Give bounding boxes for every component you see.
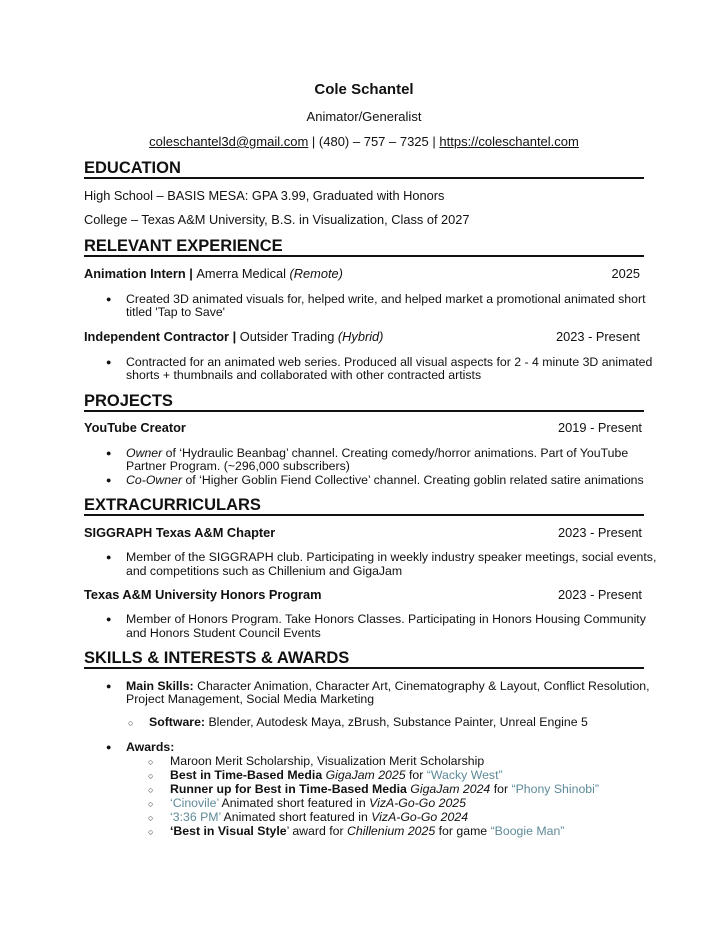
- education-line: High School – BASIS MESA: GPA 3.99, Graduated with Honors: [84, 188, 445, 203]
- activity-bullet: Member of the SIGGRAPH club. Participating in weekly industry speaker meetings, social events,: [126, 550, 657, 564]
- activity-date: 2023 - Present: [558, 587, 642, 602]
- candidate-title: Animator/Generalist: [306, 109, 422, 124]
- bullet-text: of ‘Higher Goblin Fiend Collective’ channel. Creating goblin related satire animations: [182, 473, 644, 487]
- job-org: Outsider Trading: [239, 329, 335, 344]
- software-skills: [149, 715, 588, 730]
- circle-bullet-icon: ○: [128, 718, 134, 728]
- award-text: VizA-Go-Go 2024: [371, 810, 469, 824]
- award-text: ’ award for: [286, 824, 348, 838]
- separator: |: [308, 134, 319, 149]
- bullet-icon: ●: [106, 357, 112, 367]
- award-item: [170, 796, 466, 811]
- role-em: Owner: [126, 446, 163, 460]
- website-link[interactable]: https://coleschantel.com: [439, 134, 579, 149]
- project-title: YouTube Creator: [84, 420, 186, 435]
- project-bullet: Partner Program. (~296,000 subscribers): [126, 459, 350, 473]
- contact-line: [0, 134, 728, 149]
- job-org: Amerra Medical: [196, 266, 286, 281]
- project-link[interactable]: ‘3:36 PM’: [170, 810, 221, 824]
- job-mode: (Hybrid): [337, 329, 384, 344]
- text: Character Animation, Character Art, Cinematography & Layout, Conflict Resolution,: [193, 679, 650, 693]
- separator: |: [428, 134, 440, 149]
- activity-title: Texas A&M University Honors Program: [84, 587, 322, 602]
- education-line: College – Texas A&M University, B.S. in Visualization, Class of 2027: [84, 212, 470, 227]
- award-item: [170, 754, 484, 769]
- job-mode: (Remote): [289, 266, 343, 281]
- bullet-text: of ‘Hydraulic Beanbag’ channel. Creating comedy/horror animations. Part of YouTube: [162, 446, 629, 460]
- award-text: Runner up for Best in Time-Based Media: [170, 782, 407, 796]
- award-item: [170, 782, 599, 797]
- separator: |: [185, 266, 197, 281]
- bullet-icon: ●: [106, 742, 112, 752]
- candidate-name: Cole Schantel: [314, 81, 414, 98]
- job-bullet: shorts + thumbnails and collaborated with other contracted artists: [126, 368, 482, 382]
- role-em: Co-Owner: [126, 473, 183, 487]
- phone: (480) – 757 – 7325: [318, 134, 429, 149]
- education-heading: EDUCATION: [84, 160, 644, 179]
- job-role: Animation Intern: [84, 266, 186, 281]
- award-text: VizA-Go-Go 2025: [369, 796, 466, 810]
- award-text: for game: [435, 824, 491, 838]
- project-header: [84, 420, 644, 435]
- bullet-icon: ●: [106, 448, 112, 458]
- project-date: 2019 - Present: [558, 420, 642, 435]
- experience-heading: RELEVANT EXPERIENCE: [84, 238, 644, 257]
- activity-header: [84, 587, 644, 602]
- award-text: Animated short featured in: [220, 810, 372, 824]
- circle-bullet-icon: ○: [148, 771, 154, 781]
- extracurriculars-heading: EXTRACURRICULARS: [84, 497, 644, 516]
- award-text: Maroon Merit Scholarship, Visualization Merit Scholarship: [170, 754, 485, 768]
- projects-heading: PROJECTS: [84, 393, 644, 412]
- separator: |: [229, 329, 240, 344]
- award-text: Best in Time-Based Media: [170, 768, 323, 782]
- award-item: [170, 768, 503, 783]
- job-header: [84, 329, 644, 344]
- main-skills: Project Management, Social Media Marketing: [126, 692, 375, 706]
- activity-header: [84, 525, 644, 540]
- job-date: 2023 - Present: [556, 329, 640, 344]
- award-text: GigaJam 2025: [322, 768, 406, 782]
- job-bullet: Created 3D animated visuals for, helped write, and helped market a promotional animated short: [126, 292, 646, 306]
- project-link[interactable]: “Boogie Man”: [490, 824, 565, 838]
- circle-bullet-icon: ○: [148, 785, 154, 795]
- email-link[interactable]: coleschantel3d@gmail.com: [149, 134, 309, 149]
- award-text: Chillenium 2025: [347, 824, 436, 838]
- project-bullet: [126, 473, 644, 488]
- job-bullet: Contracted for an animated web series. Produced all visual aspects for 2 - 4 minute 3D animated: [126, 355, 653, 369]
- label: Software:: [149, 715, 206, 729]
- award-text: ‘Best in Visual Style: [170, 824, 287, 838]
- circle-bullet-icon: ○: [148, 827, 154, 837]
- awards-label: Awards:: [126, 740, 175, 754]
- award-item: [170, 824, 564, 839]
- job-header: [84, 266, 644, 281]
- job-date: 2025: [611, 266, 640, 281]
- circle-bullet-icon: ○: [148, 757, 154, 767]
- award-text: Animated short featured in: [218, 796, 370, 810]
- bullet-icon: ●: [106, 552, 112, 562]
- activity-date: 2023 - Present: [558, 525, 642, 540]
- circle-bullet-icon: ○: [148, 813, 154, 823]
- project-link[interactable]: “Wacky West”: [426, 768, 503, 782]
- bullet-icon: ●: [106, 475, 112, 485]
- job-bullet: titled 'Tap to Save': [126, 305, 226, 319]
- project-link[interactable]: ‘Cinovile’: [170, 796, 219, 810]
- skills-heading: SKILLS & INTERESTS & AWARDS: [84, 650, 644, 669]
- bullet-icon: ●: [106, 614, 112, 624]
- circle-bullet-icon: ○: [148, 799, 154, 809]
- activity-bullet: and competitions such as Chillenium and GigaJam: [126, 564, 403, 578]
- label: Main Skills:: [126, 679, 194, 693]
- award-text: GigaJam 2024: [406, 782, 491, 796]
- award-text: for: [405, 768, 427, 782]
- activity-bullet: and Honors Student Council Events: [126, 626, 321, 640]
- project-link[interactable]: “Phony Shinobi”: [511, 782, 599, 796]
- activity-title: SIGGRAPH Texas A&M Chapter: [84, 525, 276, 540]
- bullet-icon: ●: [106, 681, 112, 691]
- job-role: Independent Contractor: [84, 329, 230, 344]
- award-text: for: [490, 782, 512, 796]
- text: Blender, Autodesk Maya, zBrush, Substance Painter, Unreal Engine 5: [205, 715, 588, 729]
- bullet-icon: ●: [106, 294, 112, 304]
- activity-bullet: Member of Honors Program. Take Honors Classes. Participating in Honors Housing Community: [126, 612, 646, 626]
- award-item: [170, 810, 468, 825]
